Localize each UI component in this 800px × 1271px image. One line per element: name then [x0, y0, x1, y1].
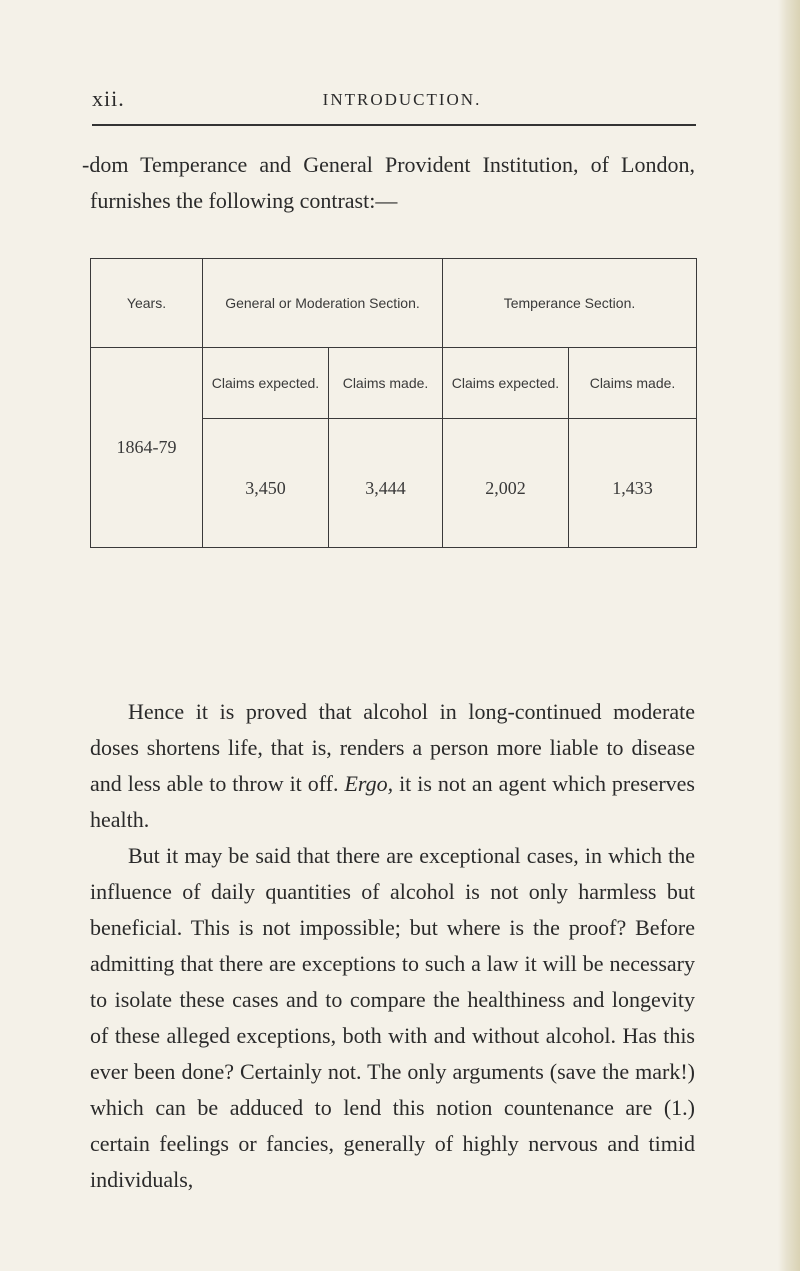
value-cell: 1,433	[569, 419, 697, 548]
value-cell: 2,002	[443, 419, 569, 548]
intro-text	[82, 147, 695, 219]
year-cell: 1864-79	[91, 348, 203, 548]
ergo-word: Ergo,	[344, 771, 394, 796]
page-edge	[778, 0, 800, 1271]
subheader-cell: Claims expected.	[443, 348, 569, 419]
value-cell: 3,444	[329, 419, 443, 548]
header-rule	[92, 124, 696, 126]
temperance-section-header: Temperance Section.	[443, 259, 697, 348]
paragraph-1-end: it is not an agent which preserves health.	[90, 771, 695, 832]
subheader-cell: Claims made.	[569, 348, 697, 419]
paragraph-1	[90, 694, 695, 838]
subheader-cell: Claims expected.	[203, 348, 329, 419]
years-header: Years.	[91, 259, 203, 348]
claims-table	[90, 258, 697, 548]
running-head	[92, 86, 712, 114]
paragraph-2: But it may be said that there are exceptional cases, in which the influence of daily quantities of alcohol is not only harmless but beneficial. This is not impossible; but where is the proof? Before admitting that there are exceptions to such a law it will be necessary to isolate these cases and to compare the healthiness and longevity of these alleged exceptions, both with and without alcohol. Has this ever been done? Certainly not. The only arguments (save the mark!) which can be adduced to lend this notion countenance are (1.) certain feelings or fancies, generally of highly nervous and timid individuals,	[90, 843, 695, 1192]
moderation-section-header: General or Moderation Section.	[203, 259, 443, 348]
running-title: INTRODUCTION.	[322, 90, 482, 109]
value-cell: 3,450	[203, 419, 329, 548]
intro-paragraph: -dom Temperance and General Provident Institution, of London, furnishes the following contrast:—	[82, 152, 695, 213]
subheader-cell: Claims made.	[329, 348, 443, 419]
body-text	[90, 694, 695, 1198]
table-header-row	[91, 259, 697, 348]
page-number: xii.	[92, 86, 125, 111]
table-subheader-row	[91, 348, 697, 419]
paragraph-1-start: Hence it is proved that alcohol in long-continued moderate doses shortens life, that is, renders a person more liable to disease and less able to throw it off.	[90, 699, 695, 796]
